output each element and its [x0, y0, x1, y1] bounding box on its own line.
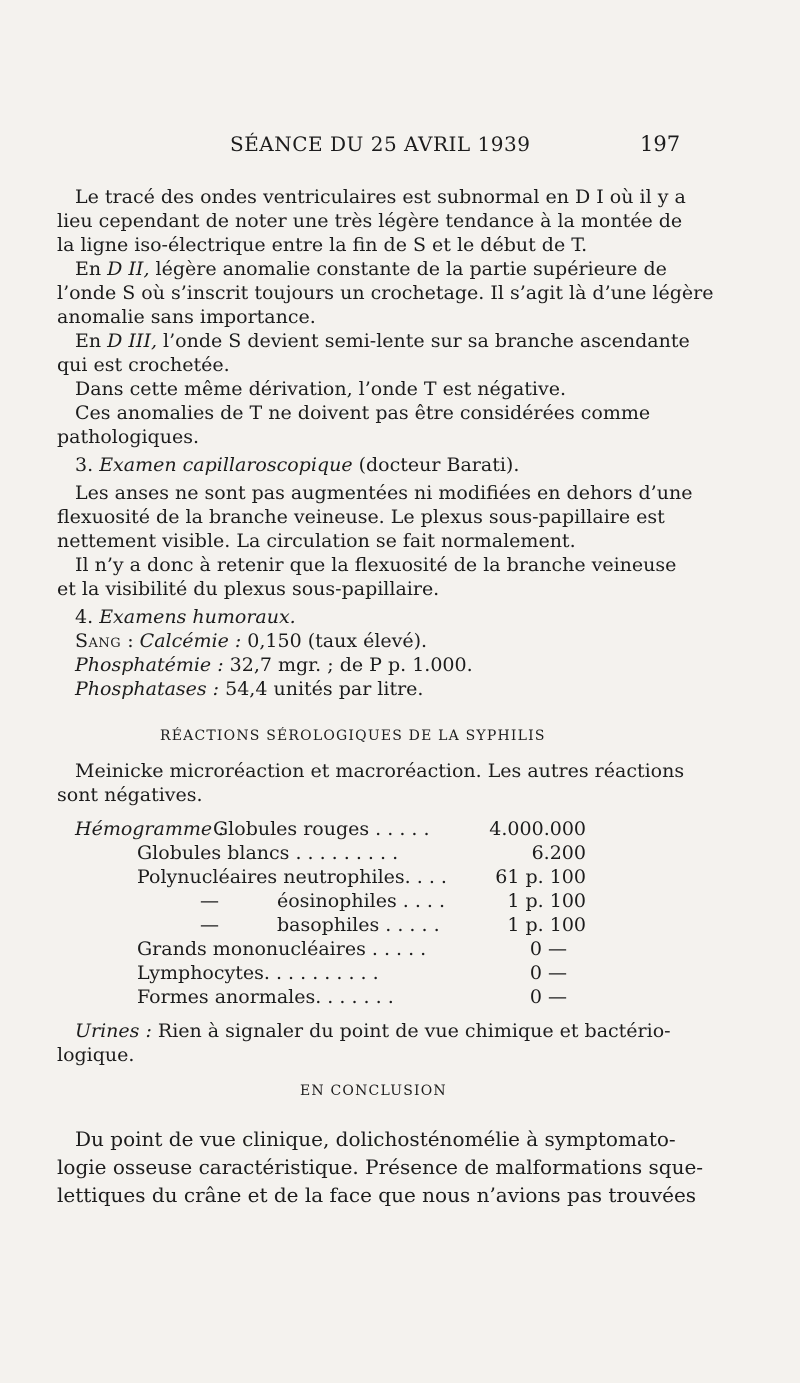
table-value: 1 p. 100 — [507, 914, 586, 936]
table-dash: — — [200, 914, 219, 936]
text-line: Du point de vue clinique, dolichosténomélie à symptomato- — [75, 1127, 676, 1151]
table-row: Globules rouges . . . . . — [213, 818, 430, 840]
table-value: 0 — — [529, 986, 567, 1008]
text-line: logie osseuse caractéristique. Présence de malformations sque- — [57, 1155, 704, 1179]
text-line: logique. — [57, 1044, 135, 1066]
text-line: Les anses ne sont pas augmentées ni modifiées en dehors d’une — [75, 482, 693, 504]
text-line: En D III, l’onde S devient semi-lente sur sa branche ascendante — [75, 330, 690, 352]
subheading: EN CONCLUSION — [300, 1083, 447, 1099]
table-row: Globules blancs . . . . . . . . . — [137, 842, 399, 864]
section-heading: 4. Examens humoraux. — [75, 606, 296, 628]
text-line: En D II, légère anomalie constante de la partie supérieure de — [75, 258, 667, 280]
text-line: pathologiques. — [57, 426, 199, 448]
text-line: lieu cependant de noter une très légère tendance à la montée de — [57, 210, 683, 232]
table-row: Polynucléaires neutrophiles. . . . — [137, 866, 447, 888]
sang-line: Sang : Calcémie : 0,150 (taux élevé). — [75, 630, 428, 652]
text-line: flexuosité de la branche veineuse. Le plexus sous-papillaire est — [57, 506, 665, 528]
text-line: Il n’y a donc à retenir que la flexuosité de la branche veineuse — [75, 554, 677, 576]
text-line: qui est crochetée. — [57, 354, 230, 376]
page-number: 197 — [640, 132, 681, 156]
text-line: et la visibilité du plexus sous-papillaire. — [57, 578, 440, 600]
text-line: Dans cette même dérivation, l’onde T est négative. — [75, 378, 567, 400]
text-line: Le tracé des ondes ventriculaires est subnormal en D I où il y a — [75, 186, 686, 208]
phosphatemie-line: Phosphatémie : 32,7 mgr. ; de P p. 1.000. — [75, 654, 473, 676]
table-row: Formes anormales. . . . . . . — [137, 986, 394, 1008]
table-value: 61 p. 100 — [495, 866, 586, 888]
text-line: Ces anomalies de T ne doivent pas être considérées comme — [75, 402, 651, 424]
table-row: éosinophiles . . . . — [277, 890, 446, 912]
table-row: basophiles . . . . . — [277, 914, 440, 936]
text-line: l’onde S où s’inscrit toujours un crochetage. Il s’agit là d’une légère — [57, 282, 714, 304]
text-line: Meinicke microréaction et macroréaction. Les autres réactions — [75, 760, 685, 782]
text-line: nettement visible. La circulation se fait normalement. — [57, 530, 576, 552]
subheading: RÉACTIONS SÉROLOGIQUES DE LA SYPHILIS — [160, 728, 546, 744]
section-heading: 3. Examen capillaroscopique (docteur Barati). — [75, 454, 520, 476]
hemogram-label: Hémogramme : — [75, 818, 225, 840]
table-value: 6.200 — [531, 842, 586, 864]
table-value: 1 p. 100 — [507, 890, 586, 912]
running-header: SÉANCE DU 25 AVRIL 1939 — [230, 132, 531, 156]
phosphatases-line: Phosphatases : 54,4 unités par litre. — [75, 678, 424, 700]
table-row: Lymphocytes. . . . . . . . . . — [137, 962, 379, 984]
table-value: 4.000.000 — [489, 818, 586, 840]
text-line: la ligne iso-électrique entre la fin de S et le début de T. — [57, 234, 588, 256]
text-line: Urines : Rien à signaler du point de vue chimique et bactério- — [75, 1020, 671, 1042]
text-line: sont négatives. — [57, 784, 203, 806]
table-row: Grands mononucléaires . . . . . — [137, 938, 427, 960]
table-value: 0 — — [529, 962, 567, 984]
table-dash: — — [200, 890, 219, 912]
table-value: 0 — — [529, 938, 567, 960]
text-line: anomalie sans importance. — [57, 306, 316, 328]
text-line: lettiques du crâne et de la face que nous n’avions pas trouvées — [57, 1183, 697, 1207]
